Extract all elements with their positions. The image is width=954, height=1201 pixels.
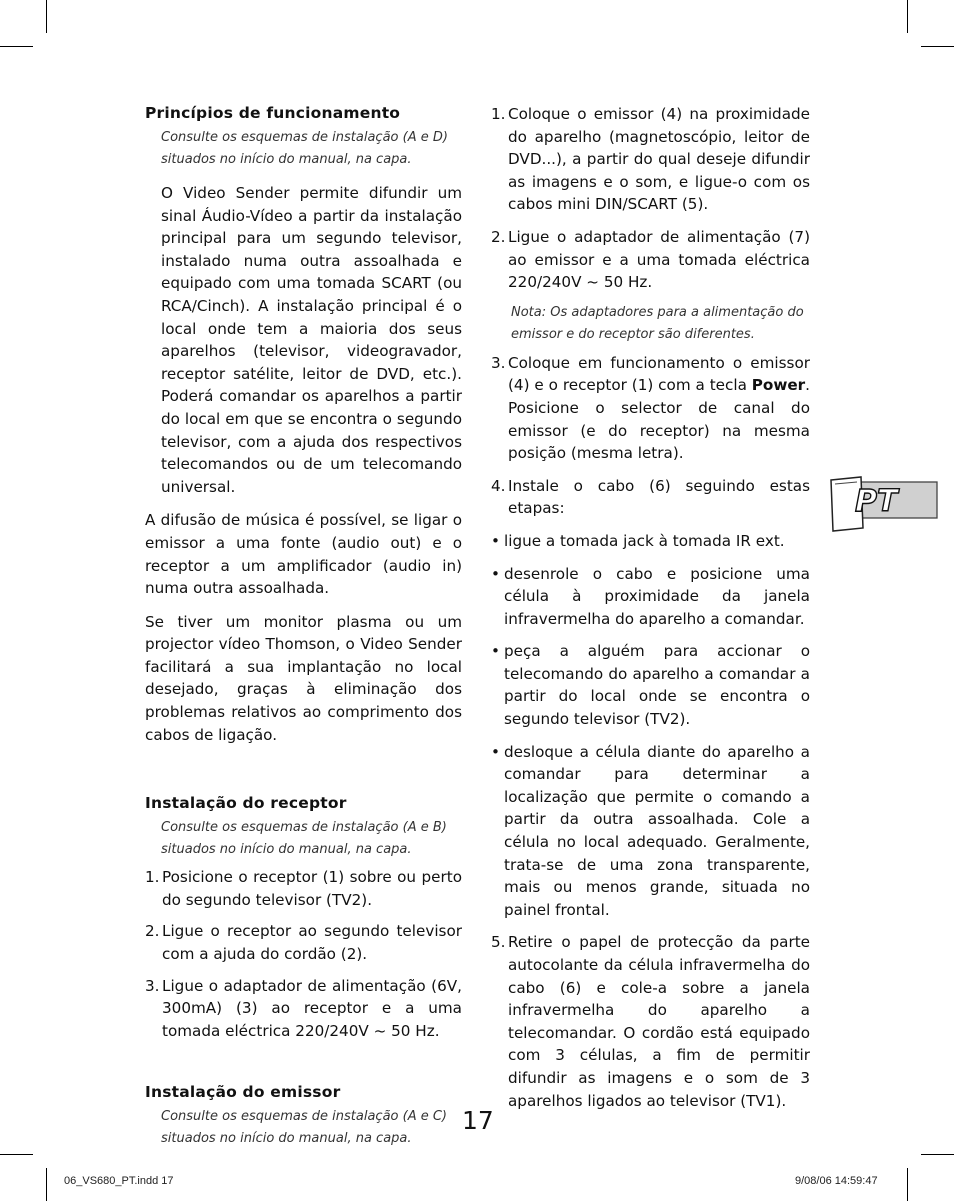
list-item (491, 103, 810, 216)
bullet-item (491, 563, 810, 631)
language-tab (827, 474, 939, 534)
list-item (145, 920, 462, 965)
footer-date: 9/08/06 14:59:47 (795, 1175, 878, 1187)
list-item (491, 475, 810, 520)
list-text: Ligue o receptor ao segundo televisor com a ajuda do cordão (2). (162, 922, 462, 964)
paragraph: Se tiver um monitor plasma ou um projector vídeo Thomson, o Video Sender facilitará a sua implantação no local desejado, graças à eliminação dos problemas relativos ao comprimento dos cabos de ligação. (145, 612, 462, 744)
bullet-mark: • (491, 642, 500, 661)
list-item (145, 866, 462, 911)
crop-mark (0, 46, 33, 47)
section-note: Consulte os esquemas de instalação (A e B) situados no início do manual, na capa. (161, 820, 447, 858)
section-note: Consulte os esquemas de instalação (A e D) situados no início do manual, na capa. (161, 130, 448, 167)
list-item (145, 975, 462, 1043)
section-title-emissor: Instalação do emissor (145, 1083, 341, 1102)
page-number: 17 (462, 1106, 494, 1135)
crop-mark (907, 0, 908, 33)
list-text: Coloque o emissor (4) na proximidade do aparelho (magnetoscópio, leitor de DVD...), a partir do qual deseje difundir as imagens e o som, e ligue-o com os cabos mini DIN/SCART (5). (508, 105, 810, 214)
bullet-text: desenrole o cabo e posicione uma célula à proximidade da janela infravermelha do aparelho a comandar. (504, 564, 810, 628)
paragraph: A difusão de música é possível, se ligar o emissor a uma fonte (audio out) e o receptor a um amplificador (audio in) numa outra assoalhada. (145, 511, 462, 598)
list-number: 1. (491, 105, 506, 123)
list-item (491, 352, 810, 465)
bullet-item (491, 530, 810, 553)
paragraph: O Video Sender permite difundir um sinal Áudio-Vídeo a partir da instalação principal para um segundo televisor, instalado numa outra assoalhada e equipado com uma tomada SCART (ou RCA/Cinch). A instalação principal é o local onde tem a maioria dos seus aparelhos (televisor, videogravador, receptor satélite, leitor de DVD, etc.). Poderá comandar os aparelhos a partir do local em que se encontra o segundo televisor, com a ajuda dos respectivos telecomandos ou de um telecomando universal. (161, 184, 462, 496)
list-text: Posicione o receptor (1) sobre ou perto do segundo televisor (TV2). (162, 868, 462, 909)
section-title-receptor: Instalação do receptor (145, 794, 347, 813)
list-number: 2. (145, 922, 160, 941)
left-column (145, 103, 462, 1150)
bullet-text: peça a alguém para accionar o telecomando do aparelho a comandar a partir do local onde se encontra o segundo televisor (TV2). (504, 642, 810, 729)
bullet-item (491, 640, 810, 730)
right-column (491, 103, 810, 1112)
bullet-mark: • (491, 564, 500, 583)
list-number: 3. (491, 353, 506, 372)
bullet-mark: • (491, 742, 500, 761)
crop-mark (907, 1168, 908, 1201)
text-fragment: Coloque em funcionamento o emissor (4) e o receptor (1) com a tecla (508, 353, 810, 395)
note: Nota: Os adaptadores para a alimentação do emissor e do receptor são diferentes. (511, 304, 804, 342)
list-number: 4. (491, 476, 506, 495)
crop-mark (46, 0, 47, 33)
text-fragment: . Posicione o selector de canal do emissor (e do receptor) na mesma posição (mesma letra). (508, 376, 810, 463)
power-key-label: Power (751, 376, 806, 395)
list-text: Ligue o adaptador de alimentação (6V, 300mA) (3) ao receptor e a uma tomada eléctrica 220/240V ~ 50 Hz. (162, 976, 462, 1040)
bullet-mark: • (491, 531, 500, 550)
list-number: 1. (145, 868, 160, 887)
crop-mark (0, 1154, 33, 1155)
list-text (508, 352, 810, 465)
bullet-item (491, 741, 810, 922)
crop-mark (921, 1154, 954, 1155)
list-text: Retire o papel de protecção da parte autocolante da célula infravermelha do cabo (6) e cole-a sobre a janela infravermelha do aparelho a telecomandar. O cordão está equipado com 3 células, a fim de permitir difundir as imagens e o som de 3 aparelhos ligados ao televisor (TV1). (508, 933, 810, 1110)
list-number: 2. (491, 227, 506, 246)
list-text: Ligue o adaptador de alimentação (7) ao emissor e a uma tomada eléctrica 220/240V ~ 50 Hz. (508, 227, 810, 292)
bullet-text: desloque a célula diante do aparelho a comandar para determinar a localização que permite o comando a partir da outra assoalhada. Cole a célula no local adequado. Geralmente, trata-se de uma zona transparente, mais ou menos grande, situada no painel frontal. (504, 742, 810, 919)
crop-mark (46, 1168, 47, 1201)
section-title-principios: Princípios de funcionamento (145, 104, 401, 122)
list-number: 3. (145, 976, 160, 995)
section-note: Consulte os esquemas de instalação (A e C) situados no início do manual, na capa. (161, 1109, 447, 1147)
crop-mark (921, 46, 954, 47)
list-number: 5. (491, 933, 506, 952)
list-item (491, 931, 810, 1112)
bullet-text: ligue a tomada jack à tomada IR ext. (504, 531, 785, 550)
tab-label: PT (855, 484, 898, 519)
list-item (491, 226, 810, 294)
footer-file: 06_VS680_PT.indd 17 (64, 1175, 174, 1187)
list-text: Instale o cabo (6) seguindo estas etapas: (508, 476, 810, 518)
